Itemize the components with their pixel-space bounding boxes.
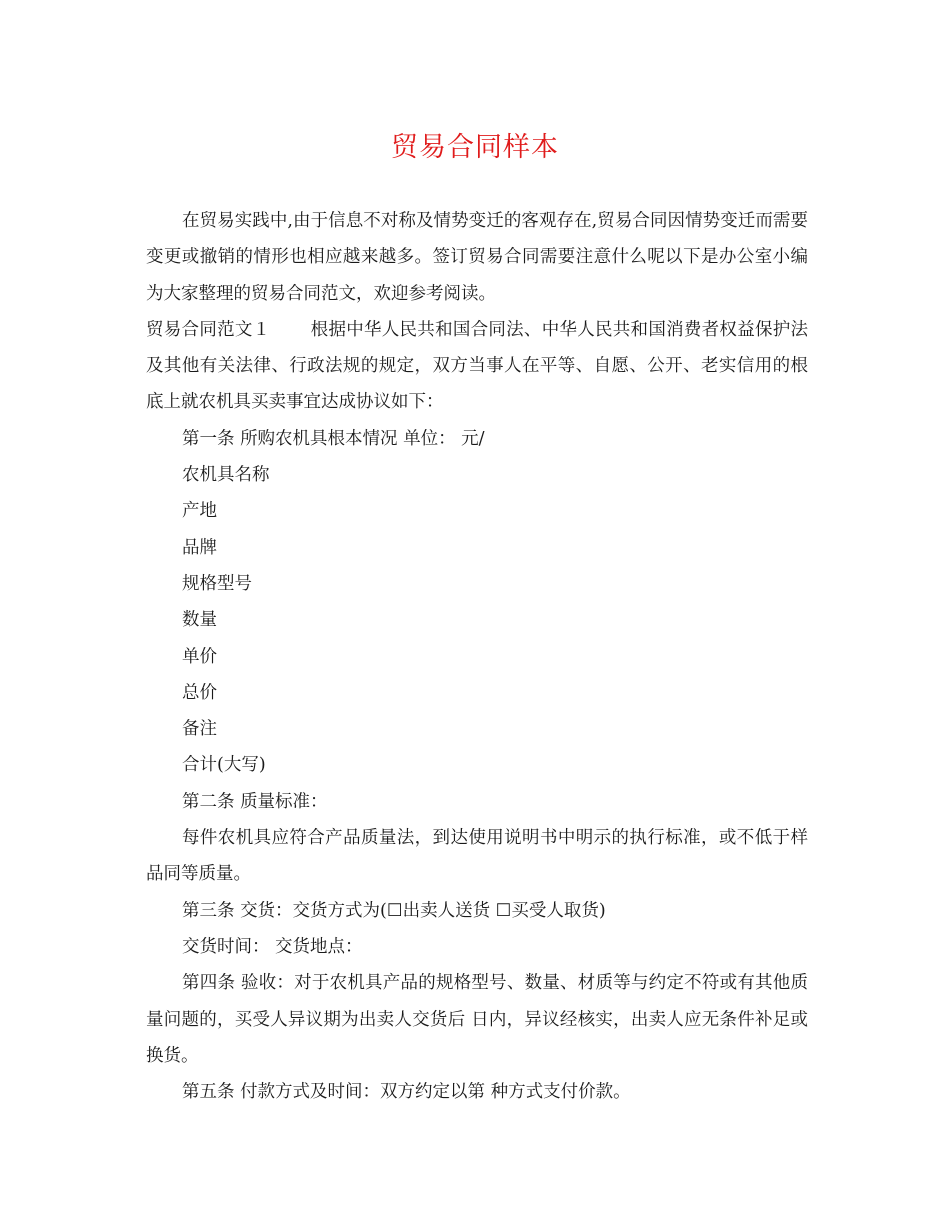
field-total-uppercase: 合计(大写) (182, 755, 266, 776)
article-2-text: 每件农机具应符合产品质量法，到达使用说明书中明示的执行标准，或不低于样品同等质量。 (146, 828, 808, 885)
article-4: 第四条 验收：对于农机具产品的规格型号、数量、材质等与约定不符或有其他质量问题的，买受人异议期为出卖人交货后 日内，异议经核实，出卖人应无条件补足或换货。 (146, 973, 808, 1066)
sample-heading: 贸易合同范文１ (146, 319, 271, 340)
article-1: 第一条 所购农机具根本情况 单位： 元/ (182, 428, 485, 449)
document-title: 贸易合同样本 (391, 132, 559, 163)
intro-paragraph: 在贸易实践中,由于信息不对称及情势变迁的客观存在,贸易合同因情势变迁而需要变更或撤销的情形也相应越来越多。签订贸易合同需要注意什么呢以下是办公室小编为大家整理的贸易合同范文，欢迎参考阅读。 (146, 211, 808, 304)
field-name: 农机具名称 (182, 465, 270, 486)
field-quantity: 数量 (182, 610, 217, 631)
field-model: 规格型号 (182, 573, 252, 594)
document-body (146, 203, 808, 1110)
delivery-line: 交货时间： 交货地点： (182, 936, 363, 957)
article-5: 第五条 付款方式及时间：双方约定以第 种方式支付价款。 (182, 1082, 631, 1103)
field-remarks: 备注 (182, 719, 217, 740)
field-unit-price: 单价 (182, 646, 217, 667)
article-2: 第二条 质量标准： (182, 791, 328, 812)
field-brand: 品牌 (182, 537, 217, 558)
article-3: 第三条 交货：交货方式为(☐出卖人送货 ☐买受人取货) (182, 900, 606, 921)
field-origin: 产地 (182, 501, 217, 522)
field-total-price: 总价 (182, 682, 217, 703)
sample-paragraph (146, 312, 808, 421)
sample-opening: 根据中华人民共和国合同法、中华人民共和国消费者权益保护法及其他有关法律、行政法规的规定，双方当事人在平等、自愿、公开、老实信用的根底上就农机具买卖事宜达成协议如下： (146, 319, 809, 413)
